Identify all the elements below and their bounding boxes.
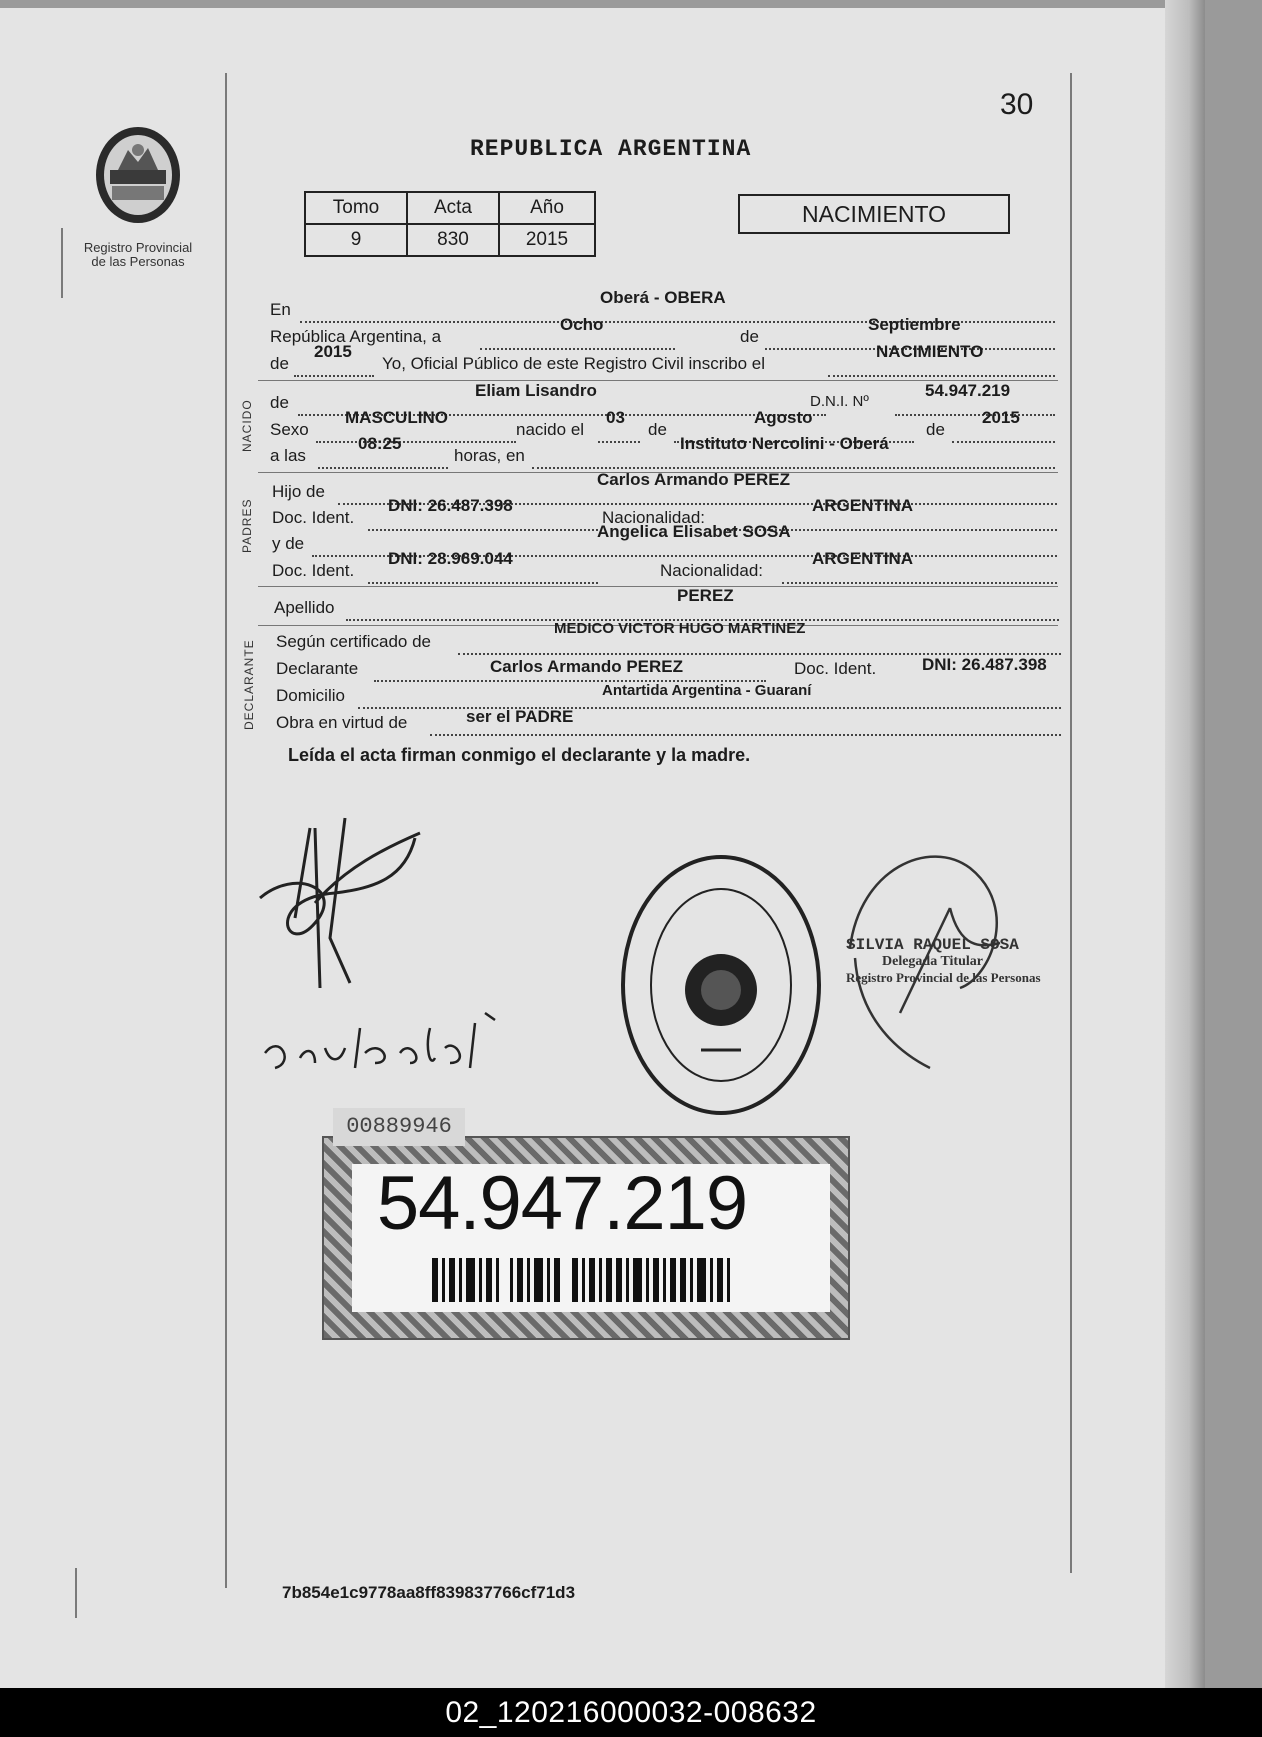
label-obra: Obra en virtud de — [276, 713, 408, 732]
label-certificado: Según certificado de — [276, 632, 431, 651]
act-type-box: NACIMIENTO — [738, 194, 1010, 234]
label-de: de — [270, 354, 289, 373]
row-certificado — [276, 620, 1061, 656]
official-office: Registro Provincial de las Personas — [846, 970, 1041, 985]
mother-signature-icon — [260, 1008, 510, 1078]
value-birth-year: 2015 — [982, 408, 1020, 427]
table-header-tomo: Tomo — [305, 192, 407, 224]
value-obra: ser el PADRE — [466, 707, 574, 726]
sticker-number: 54.947.219 — [376, 1161, 748, 1246]
label-apellido: Apellido — [274, 598, 335, 617]
label-de: de — [926, 420, 945, 439]
value-apellido: PEREZ — [677, 586, 734, 605]
value-child-name: Eliam Lisandro — [475, 381, 597, 400]
page-number: 30 — [1000, 88, 1034, 121]
outer-margin-line-bottom — [75, 1568, 77, 1618]
value-certificado: MEDICO VICTOR HUGO MARTINEZ — [554, 620, 806, 637]
value-father-name: Carlos Armando PEREZ — [597, 470, 791, 489]
sticker-serial: 00889946 — [333, 1108, 465, 1146]
label-republica: República Argentina, a — [270, 327, 442, 346]
row-madre-doc — [272, 549, 1057, 585]
provincial-logo — [78, 120, 198, 269]
official-stamp-text — [846, 936, 1041, 986]
label-doc-ident: Doc. Ident. — [272, 561, 355, 580]
table-header-acta: Acta — [407, 192, 499, 224]
label-y-de: y de — [272, 534, 305, 553]
section-divider — [258, 586, 1058, 587]
value-time: 08:25 — [358, 434, 402, 453]
value-year: 2015 — [314, 342, 352, 361]
label-en: En — [270, 300, 291, 319]
barcode-icon — [432, 1258, 742, 1302]
label-de: de — [648, 420, 667, 439]
section-label-padres: PADRES — [240, 498, 254, 553]
value-father-nationality: ARGENTINA — [812, 496, 914, 515]
sticker-label — [352, 1161, 830, 1312]
label-domicilio: Domicilio — [276, 686, 345, 705]
value-father-doc: DNI: 26.487.398 — [388, 496, 513, 515]
value-place: Oberá - OBERA — [600, 288, 726, 307]
label-nacido-el: nacido el — [516, 420, 585, 439]
section-label-nacido: NACIDO — [240, 399, 254, 452]
id-sticker — [322, 1136, 850, 1340]
page-edge — [1165, 0, 1205, 1690]
value-day: Ocho — [560, 315, 604, 334]
label-dni: D.N.I. Nº — [810, 393, 869, 410]
left-margin-line — [225, 73, 227, 1588]
row-declarante — [276, 655, 1061, 683]
value-mother-name: Angelica Elisabet SOSA — [597, 522, 791, 541]
value-month: Septiembre — [868, 315, 961, 334]
value-child-dni: 54.947.219 — [925, 381, 1011, 400]
footer-id: 02_120216000032-008632 — [0, 1688, 1262, 1737]
label-sexo: Sexo — [270, 420, 309, 439]
document-hash: 7b854e1c9778aa8ff839837766cf71d3 — [282, 1583, 576, 1602]
value-act: NACIMIENTO — [876, 342, 984, 361]
logo-caption-1: Registro Provincial — [83, 240, 193, 255]
value-domicilio: Antartida Argentina - Guaraní — [602, 682, 812, 699]
table-value-anio: 2015 — [499, 224, 595, 256]
official-role: Delegada Titular — [882, 954, 983, 969]
table-header-anio: Año — [499, 192, 595, 224]
outer-margin-line — [61, 228, 63, 298]
document-title: REPUBLICA ARGENTINA — [470, 136, 752, 162]
label-declarante: Declarante — [276, 659, 359, 678]
label-horas-en: horas, en — [454, 446, 525, 465]
value-birth-day: 03 — [606, 408, 625, 427]
label-nacionalidad: Nacionalidad: — [602, 508, 706, 527]
right-margin-line — [1070, 73, 1072, 1573]
row-domicilio — [276, 682, 1061, 710]
label-a-las: a las — [270, 446, 306, 465]
closing-text: Leída el acta firman conmigo el declarante y la madre. — [288, 745, 751, 765]
misiones-coat-of-arms-icon — [88, 120, 188, 230]
section-label-declarante: DECLARANTE — [242, 639, 256, 730]
label-de: de — [740, 327, 759, 346]
label-doc-ident: Doc. Ident. — [272, 508, 355, 527]
registry-stamp-icon — [616, 850, 826, 1120]
label-nacionalidad: Nacionalidad: — [660, 561, 764, 580]
official-name: SILVIA RAQUEL SOSA — [846, 936, 1019, 954]
value-mother-nationality: ARGENTINA — [812, 549, 914, 568]
row-year — [270, 342, 1055, 378]
label-hijo-de: Hijo de — [272, 482, 325, 501]
label-de: de — [270, 393, 289, 412]
table-value-tomo: 9 — [305, 224, 407, 256]
registry-table — [304, 191, 596, 257]
value-mother-doc: DNI: 28.969.044 — [388, 549, 513, 568]
value-birth-place: Instituto Nercolini - Oberá — [680, 434, 889, 453]
table-value-acta: 830 — [407, 224, 499, 256]
label-doc-ident: Doc. Ident. — [794, 659, 877, 678]
value-birth-month: Agosto — [754, 408, 813, 427]
value-sexo: MASCULINO — [345, 408, 448, 427]
row-nacido-hora — [270, 434, 1055, 470]
declarant-signature-icon — [255, 808, 445, 998]
row-apellido — [274, 586, 1059, 622]
document-page — [0, 8, 1200, 1688]
row-obra — [276, 707, 1061, 737]
logo-caption-2: de las Personas — [91, 254, 185, 269]
oficial-text: Yo, Oficial Público de este Registro Civil inscribo el — [382, 354, 765, 373]
value-declarante: Carlos Armando PEREZ — [490, 657, 684, 676]
value-declarante-doc: DNI: 26.487.398 — [922, 655, 1047, 674]
